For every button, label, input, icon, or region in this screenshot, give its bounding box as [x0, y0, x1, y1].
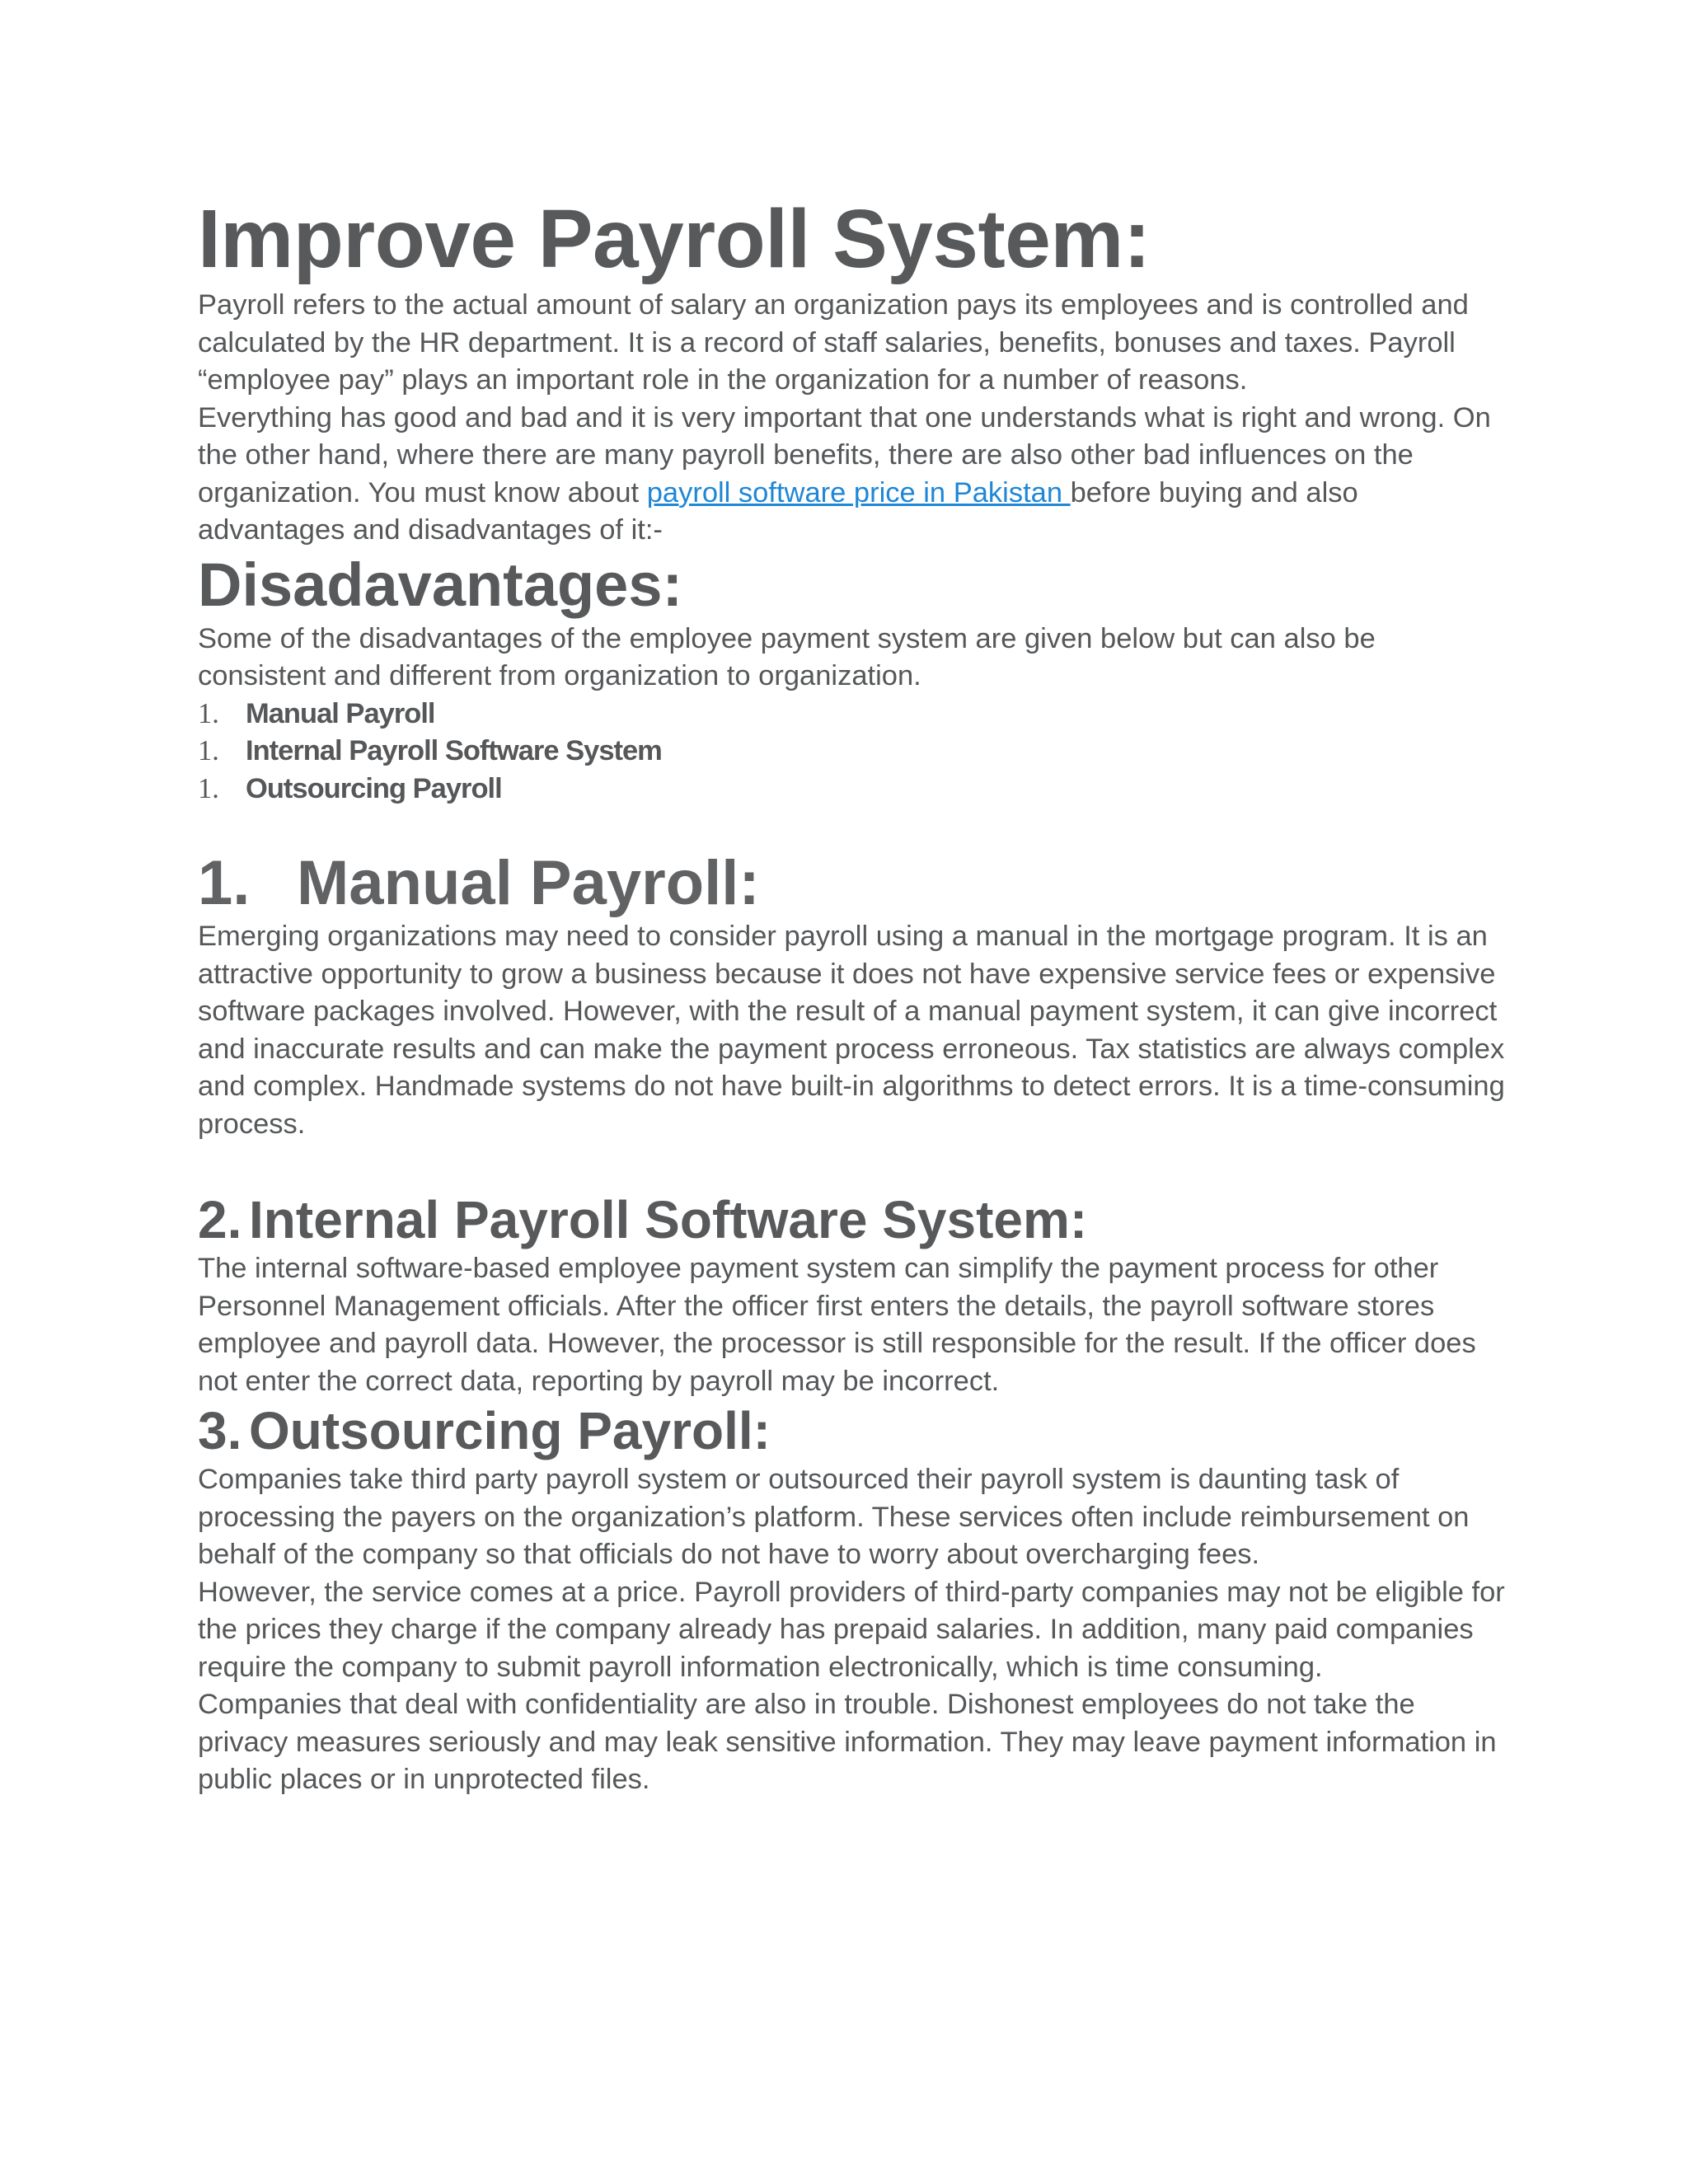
disadvantages-list — [198, 696, 1508, 808]
list-marker: 1. — [198, 735, 219, 766]
intro-text-before-link: Everything has good and bad and it is very important that one understands what is right and wrong. On the other hand, where there are many payroll benefits, there are also other bad influences on the organization. You must know about — [198, 401, 1491, 509]
section-number: 2. — [198, 1190, 242, 1249]
section-number: 1. — [198, 848, 251, 918]
outsourcing-paragraph-3: Companies that deal with confidentiality are also in trouble. Dishonest employees do not take the privacy measures seriously and may leak sensitive information. They may leave payment information in public places or in unprotected files. — [198, 1689, 1497, 1795]
list-item-label: Outsourcing Payroll — [246, 772, 502, 804]
intro-text-after-link: before buying and also advantages and disadvantages of it:- — [198, 476, 1358, 546]
disadvantages-text: Some of the disadvantages of the employee payment system are given below but can also be consistent and different from organization to organization. — [198, 622, 1376, 691]
outsourcing-paragraph-2: However, the service comes at a price. Payroll providers of third-party companies may not be eligible for the prices they charge if the company already has prepaid salaries. In addition, many paid companies require the company to submit payroll information electronically, which is time consuming. — [198, 1576, 1505, 1683]
intro-paragraph-2 — [198, 400, 1508, 550]
manual-payroll-text: Emerging organizations may need to consider payroll using a manual in the mortgage program. It is an attractive opportunity to grow a business because it does not have expensive service fees or expensive software packages involved. However, with the result of a manual payment system, it can give incorrect and inaccurate results and can make the payment process erroneous. Tax statistics are always complex and complex. Handmade systems do not have built-in algorithms to detect errors. It is a time-consuming process. — [198, 921, 1505, 1140]
list-item-label: Internal Payroll Software System — [246, 735, 662, 766]
outsourcing-payroll-heading — [198, 1400, 1508, 1461]
internal-payroll-text: The internal software-based employee payment system can simplify the payment process for other Personnel Management officials. After the officer first enters the details, the payroll software stores employee and payroll data. However, the processor is still responsible for the result. If the officer does not enter the correct data, reporting by payroll may be incorrect. — [198, 1253, 1476, 1397]
payroll-software-price-link[interactable]: payroll software price in Pakistan — [646, 476, 1071, 509]
section-title: Manual Payroll: — [297, 848, 760, 918]
list-marker: 1. — [198, 697, 219, 729]
list-item — [198, 696, 1508, 733]
disadvantages-heading: Disadavantages: — [198, 550, 683, 619]
section-number: 3. — [198, 1401, 242, 1460]
manual-payroll-heading — [198, 849, 1508, 918]
list-marker: 1. — [198, 772, 219, 804]
section-title: Outsourcing Payroll: — [249, 1401, 771, 1460]
list-item — [198, 733, 1508, 771]
outsourcing-paragraph-1: Companies take third party payroll system or outsourced their payroll system is daunting task of processing the payers on the organization’s platform. These services often include reimbursement on behalf of the company so that officials do not have to worry about overcharging fees. — [198, 1464, 1470, 1570]
document-page — [198, 191, 1508, 1799]
list-item-label: Manual Payroll — [246, 697, 435, 729]
page-title: Improve Payroll System: — [198, 193, 1151, 285]
intro-paragraph-1: Payroll refers to the actual amount of salary an organization pays its employees and is controlled and calculated by the HR department. It is a record of staff salaries, benefits, bonuses and taxes. Payroll “employee pay” plays an important role in the organization for a number of reasons. — [198, 289, 1469, 396]
section-title: Internal Payroll Software System: — [249, 1190, 1088, 1249]
list-item — [198, 771, 1508, 808]
internal-payroll-heading — [198, 1189, 1508, 1250]
